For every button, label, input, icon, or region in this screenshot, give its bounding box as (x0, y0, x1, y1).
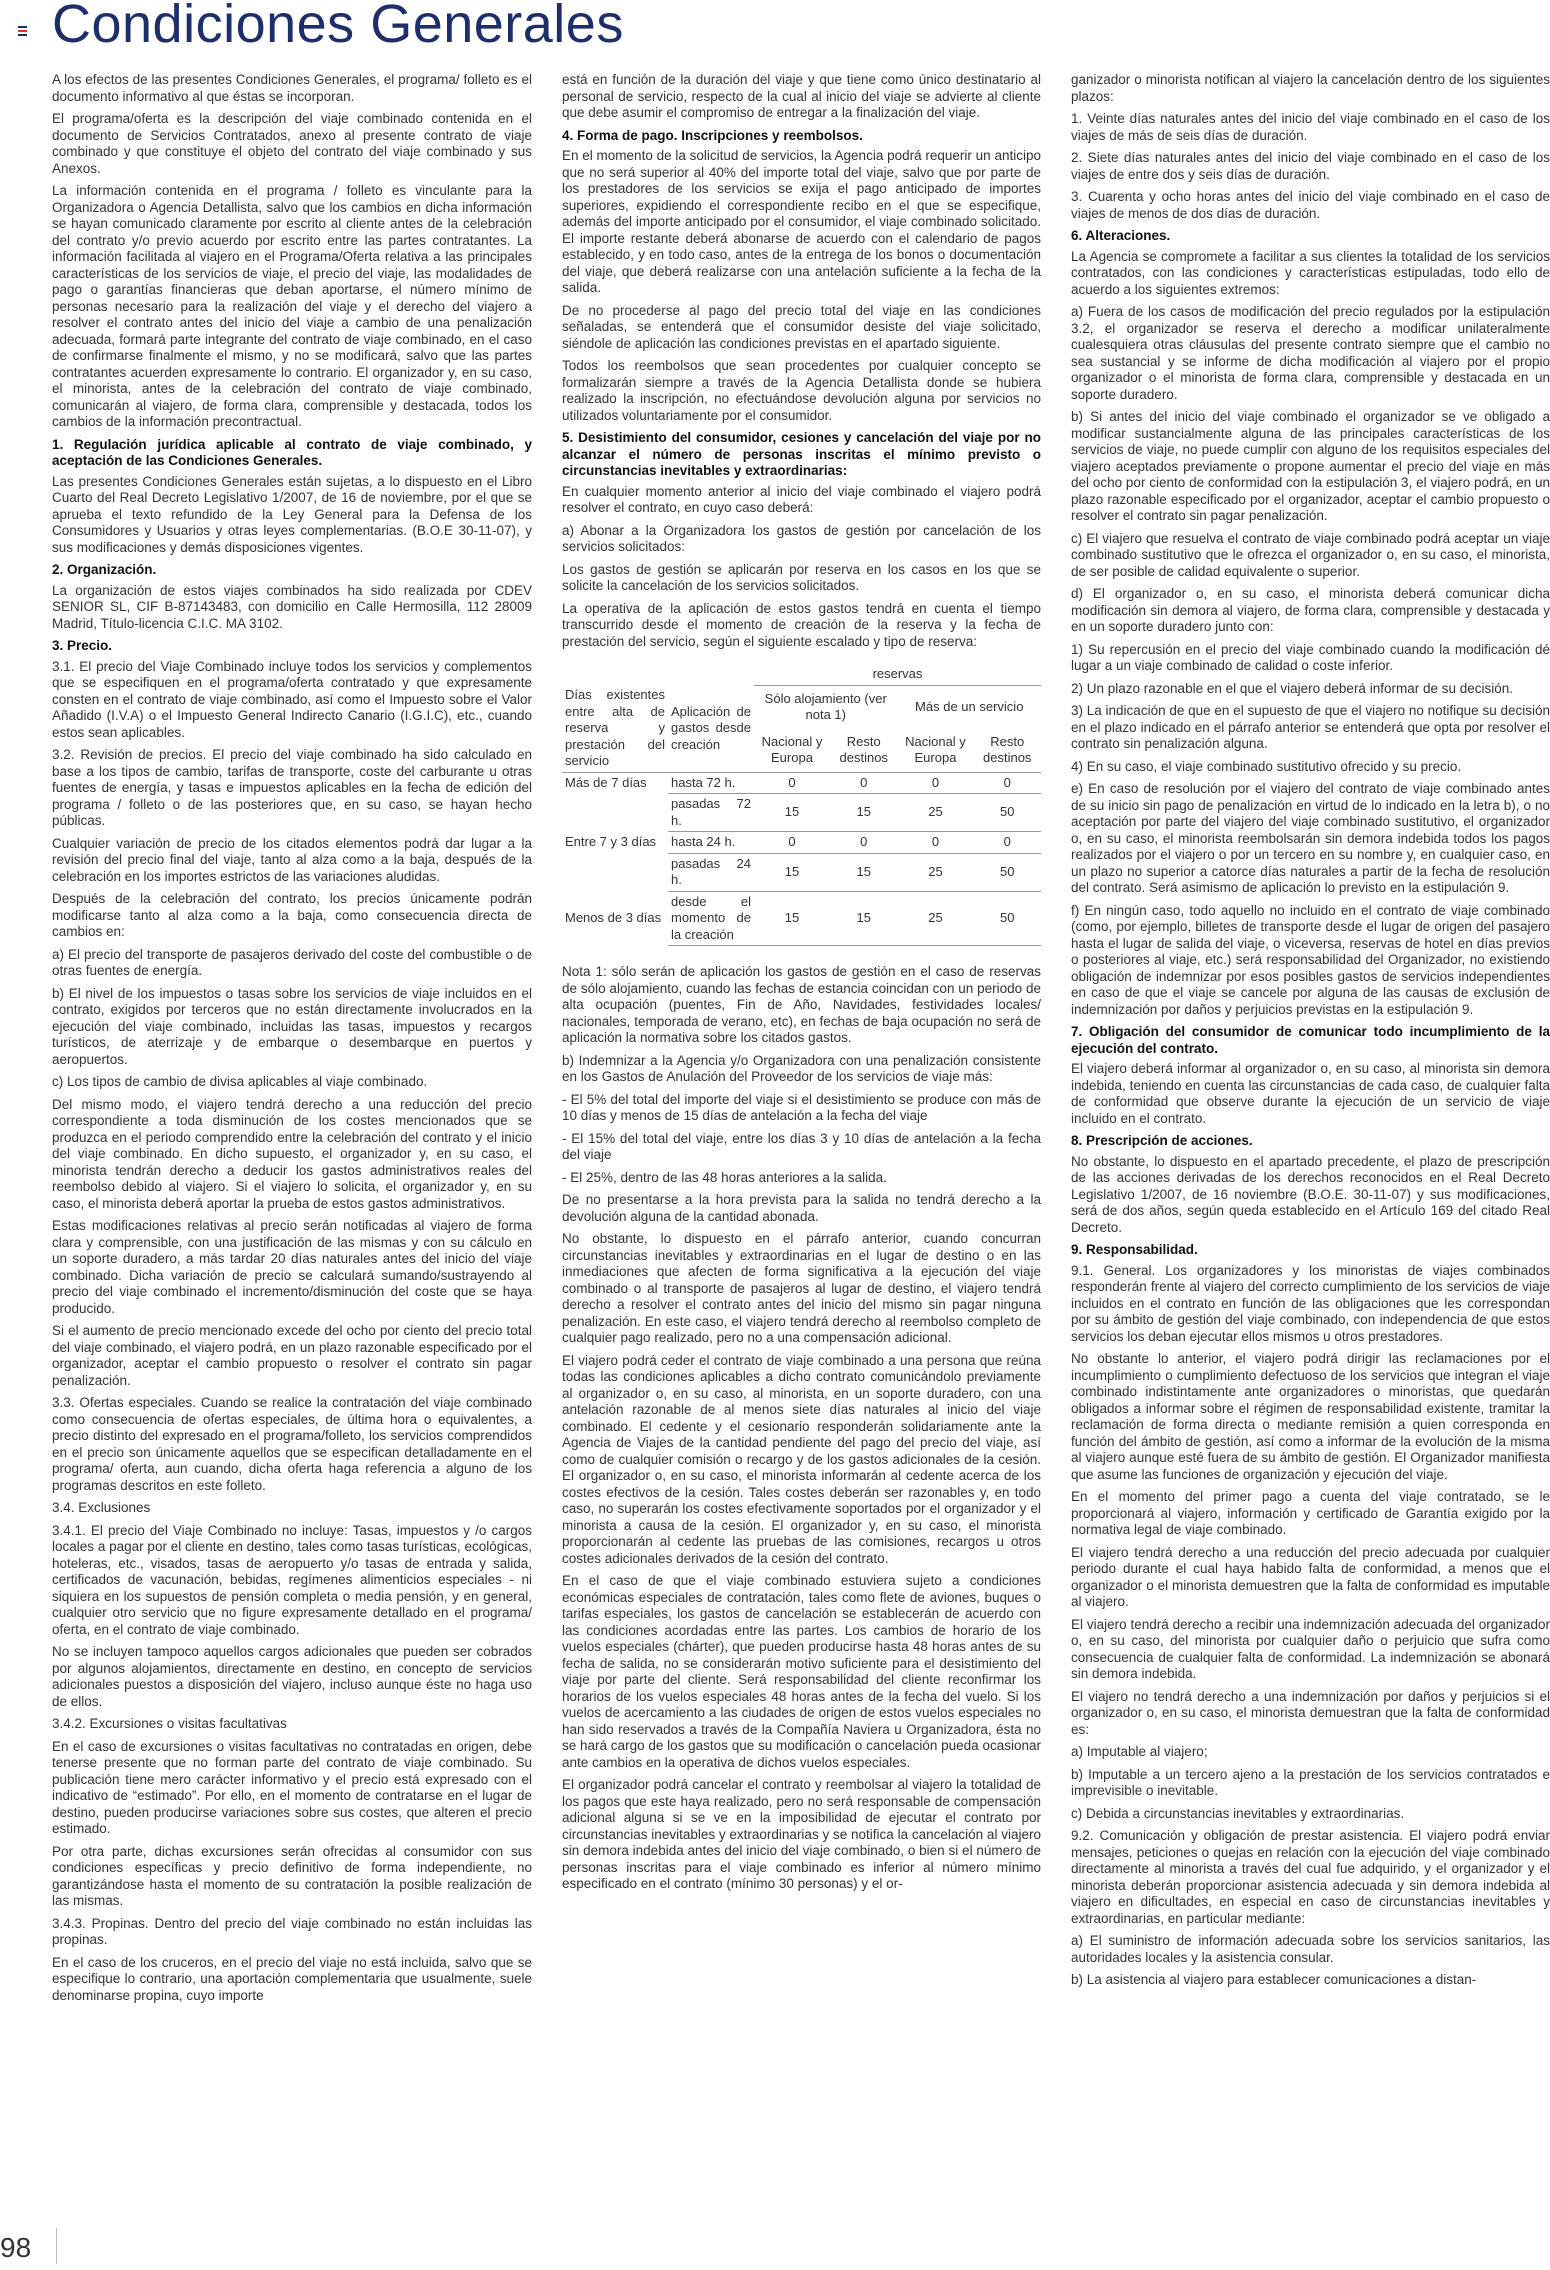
table-row (562, 853, 1041, 891)
paragraph: El viajero tendrá derecho a una reducción del precio adecuada por cualquier periodo durante el cual haya habido falta de conformidad, a menos que el organizador o el minorista demuestren que la falta de conformidad es imputable al viajero. (1071, 1544, 1550, 1609)
column-2-bottom (562, 964, 1041, 1893)
table-header-more-services: Más de un servicio (915, 698, 1024, 714)
paragraph: a) Abonar a la Organizadora los gastos de gestión por cancelación de los servicios solicitados: (562, 522, 1041, 554)
column-1 (52, 72, 532, 2010)
paragraph: De no procederse al pago del precio total del viaje en las condiciones señaladas, se entenderá que el consumidor desiste del viaje solicitado, siéndole de aplicación las condiciones previstas en el apartado siguiente. (562, 302, 1041, 351)
paragraph: 1) Su repercusión en el precio del viaje combinado cuando la modificación dé lugar a un viaje combinado de calidad o coste inferior. (1071, 641, 1550, 673)
table-cell-value: 15 (830, 853, 898, 891)
table-cell-group (562, 794, 668, 832)
paragraph: c) Los tipos de cambio de divisa aplicables al viaje combinado. (52, 1074, 428, 1089)
paragraph: b) El nivel de los impuestos o tasas sobre los servicios de viaje incluidos en el contrato, exigidos por terceros que no están directamente involucrados en la ejecución del viaje combinado, incluidas las tasas, impuestos y recargos turísticos, de aterrizaje y de embarque o desembarque en puertos y aeropuertos. (52, 985, 532, 1067)
table-cell-value: 0 (973, 832, 1041, 854)
paragraph: El programa/oferta es la descripción del viaje combinado contenida en el documento de Servicios Contratados, anexo al presente contrato de viaje combinado y que constituye el objeto del contrato del viaje combinado y sus Anexos. (52, 111, 532, 176)
paragraph: En el caso de los cruceros, en el precio del viaje no está incluida, salvo que se especifique lo contrario, una aportación complementaria que usualmente, suele denominarse propina, cuyo importe (52, 1954, 532, 2003)
table-row (562, 794, 1041, 832)
paragraph: a) Fuera de los casos de modificación del precio regulados por la estipulación 3.2, el organizador se reserva el derecho a modificar unilateralmente cualesquiera otras cláusulas del presente contrato siempre que el cambio no sea sustancial y se informe de dicha modificación al viajero por el propio organizador o el minorista de forma clara, comprensible y destacada en un soporte duradero. (1071, 304, 1550, 402)
paragraph: El organizador podrá cancelar el contrato y reembolsar al viajero la totalidad de los pagos que este haya realizado, pero no será responsable de compensación adicional alguna si se ve en la imposibilidad de ejecutar el contrato por circunstancias inevitables y extraordinarias y se notifica la cancelación al viajero sin demora indebida antes del inicio del viaje combinado, o bien si el número de personas inscritas para el viaje combinado es inferior al número mínimo especificado en el contrato (mínimo 30 personas) y el or- (562, 1777, 1041, 1891)
paragraph: - El 25%, dentro de las 48 horas anteriores a la salida. (562, 1169, 887, 1185)
table-cell-value: 50 (973, 794, 1041, 832)
table-row (562, 891, 1041, 946)
paragraph: d) El organizador o, en su caso, el minorista deberá comunicar dicha modificación sin demora al viajero, de forma clara, comprensible y destacada y en un soporte duradero junto con: (1071, 586, 1550, 634)
paragraph: Las presentes Condiciones Generales están sujetas, a lo dispuesto en el Libro Cuarto del Real Decreto Legislativo 1/2007, de 16 de noviembre, por el que se aprueba el texto refundido de la Ley General para la Defensa de los Consumidores y Usuarios y otras leyes complementarias. (B.O.E 30-11-07), y sus modificaciones y demás disposiciones vigentes. (52, 473, 532, 555)
table-cell-application: desde el momento de la creación (668, 891, 754, 946)
paragraph: ganizador o minorista notifican al viajero la cancelación dentro de los siguientes plazos: (1071, 72, 1550, 104)
table-cell-group: Entre 7 y 3 días (565, 834, 657, 849)
table-cell-value: 0 (754, 832, 830, 854)
section-heading: 6. Alteraciones. (1071, 228, 1171, 243)
paragraph: En el caso de excursiones o visitas facultativas no contratadas en origen, debe tenerse presente que no forman parte del contrato de viaje combinado. Su publicación tiene mero carácter informativo y el precio está expresado con el indicativo de “estimado”. Por ello, en el momento de contratarse en el lugar de destino, pueden producirse variaciones sobre sus costes, que alteren el precio estimado. (52, 1738, 532, 1836)
table-cell-value: 0 (973, 772, 1041, 794)
table-subheader: Nacional y Europa (754, 729, 830, 773)
table-cell-value: 0 (754, 772, 830, 794)
paragraph: 4) En su caso, el viaje combinado sustitutivo ofrecido y su precio. (1071, 758, 1462, 774)
table-cell-value: 0 (830, 772, 898, 794)
table-cell-value: 50 (973, 853, 1041, 891)
paragraph: 3) La indicación de que en el supuesto de que el viajero no notifique su decisión en el plazo indicado en el párrafo anterior se entenderá que opta por resolver el contrato sin penalización alguna. (1071, 703, 1550, 751)
page-title: Condiciones Generales (52, 0, 624, 54)
page-header (0, 0, 1550, 58)
table-header-application: Aplicación de gastos desde creación (671, 703, 751, 752)
paragraph: En cualquier momento anterior al inicio del viaje combinado el viajero podrá resolver el contrato, en cuyo caso deberá: (562, 483, 1041, 515)
paragraph: 3.4.3. Propinas. Dentro del precio del viaje combinado no están incluidas las propinas. (52, 1915, 532, 1947)
table-cell-group: Más de 7 días (565, 774, 647, 790)
paragraph: c) Debida a circunstancias inevitables y extraordinarias. (1071, 1805, 1405, 1821)
paragraph: 3.4.2. Excursiones o visitas facultativas (52, 1716, 287, 1731)
table-row (562, 832, 1041, 854)
table-cell-value: 15 (754, 794, 830, 832)
table-cell-value: 25 (897, 891, 973, 946)
paragraph: 3.4.1. El precio del Viaje Combinado no incluye: Tasas, impuestos y /o cargos locales a pagar por el cliente en destino, tales como tasas turísticas, ecológicas, hoteleras, etc., visados, tasas de aeropuerto y/o tasas de entrada y salida, certificados de vacunación, bebidas, regímenes alimenticios especiales - ni siquiera en los supuestos de pensión completa o media pensión, y en general, cualquier otro servicio que no figure expresamente detallado en el programa/ oferta, en el contrato de viaje combinado. (52, 1522, 532, 1637)
paragraph: La organización de estos viajes combinados ha sido realizada por CDEV SENIOR SL, CIF B-87143483, con domicilio en Calle Hermosilla, 112 28009 Madrid, Título-licencia C.I.C. MA 3102. (52, 582, 532, 631)
table-cell-application: hasta 72 h. (668, 772, 754, 794)
column-2-top (562, 72, 1041, 650)
paragraph: A los efectos de las presentes Condiciones Generales, el programa/ folleto es el documento informativo al que éstas se incorporan. (52, 72, 532, 104)
paragraph: Si el aumento de precio mencionado excede del ocho por ciento del precio total del viaje combinado, el viajero podrá, en un plazo razonable especificado por el organizador, aceptar el cambio propuesto o resolver el contrato sin pagar penalización. (52, 1323, 532, 1388)
table-subheader: Nacional y Europa (897, 729, 973, 773)
paragraph: No obstante lo anterior, el viajero podrá dirigir las reclamaciones por el incumplimiento o cumplimiento defectuoso de los servicios que integran el viaje combinado indistintamente ante organizadores o minoristas, que quedarán obligados a informar sobre el régimen de responsabilidad existente, tramitar la reclamación de forma directa o mediante remisión a quien corresponda en función del ámbito de gestión, así como a informar de la evolución de la misma al viajero aunque esté fuera de su ámbito de gestión. El Organizador manifiesta que asume las funciones de organización y ejecución del viaje. (1071, 1351, 1550, 1482)
paragraph: Cualquier variación de precio de los citados elementos podrá dar lugar a la revisión del precio final del viaje, tanto al alza como a la baja, después de la celebración en los importes estrictos de las variaciones aludidas. (52, 835, 532, 884)
paragraph: Todos los reembolsos que sean procedentes por cualquier concepto se formalizarán siempre a través de la Agencia Detallista donde se hubiera realizado la inscripción, no efectuándose devolución alguna por servicios no utilizados voluntariamente por el consumidor. (562, 358, 1041, 423)
paragraph: No obstante, lo dispuesto en el apartado precedente, el plazo de prescripción de las acciones derivadas de los derechos reconocidos en el Real Decreto Legislativo 1/2007, de 16 noviembre (B.O.E. 30-11-07) y sus modificaciones, será de dos años, según queda establecido en el Artículo 169 del citado Real Decreto. (1071, 1153, 1550, 1235)
paragraph: 3.3. Ofertas especiales. Cuando se realice la contratación del viaje combinado como consecuencia de ofertas especiales, de última hora o equivalentes, a precio distinto del expresado en el programa/folleto, los servicios comprendidos en el precio son únicamente aquellos que se especifican detalladamente en el programa/ oferta, aun cuando, dicha oferta haga referencia a alguno de los programas descritos en este folleto. (52, 1395, 532, 1493)
paragraph: b) Si antes del inicio del viaje combinado el organizador se ve obligado a modificar sustancialmente alguna de las principales características de los servicios de viaje, no puede cumplir con alguno de los requisitos especiales del viajero aceptados previamente o propone aumentar el precio del viaje en más del ocho por ciento de conformidad con la estipulación 3, el viajero podrá, en un plazo razonable especificado por el organizador, aceptar el cambio propuesto o resolver el contrato sin pagar penalización. (1071, 409, 1550, 523)
paragraph: a) Imputable al viajero; (1071, 1744, 1208, 1759)
paragraph: 3.4. Exclusiones (52, 1500, 151, 1515)
section-heading: 9. Responsabilidad. (1071, 1242, 1198, 1257)
paragraph: Estas modificaciones relativas al precio serán notificadas al viajero de forma clara y comprensible, con una justificación de las mismas y con su cálculo en un soporte duradero, a más tardar 20 días naturales antes del inicio del viaje combinado. Dicha variación de precio se calculará sumando/sustrayendo al precio del viaje combinado el incremento/disminución del coste que se haya producido. (52, 1218, 532, 1316)
paragraph: a) El suministro de información adecuada sobre los servicios sanitarios, las autoridades locales y la asistencia consular. (1071, 1933, 1550, 1965)
paragraph: En el caso de que el viaje combinado estuviera sujeto a condiciones económicas especiales de contratación, tales como flete de aviones, buques o tarifas especiales, los gastos de cancelación se establecerán de acuerdo con las condiciones acordadas entre las partes. Los cambios de horario de los vuelos especiales (chárter), que pueden producirse hasta 48 horas antes de su fecha de salida, no se considerarán motivo suficiente para el desistimiento del viaje por parte del cliente. Será responsabilidad del cliente reconfirmar los horarios de los vuelos especiales 48 horas antes de la fecha del vuelo. Si los vuelos de acercamiento a las ciudades de origen de estos vuelos especiales no han sido reservados a través de la Compañía Naviera u Organizadora, ésta no se hará cargo de los gastos que su modificación o cancelación pueda ocasionar ante cambios en la operativa de dichos vuelos especiales. (562, 1573, 1041, 1770)
paragraph: En el momento de la solicitud de servicios, la Agencia podrá requerir un anticipo que no será superior al 40% del importe total del viaje, salvo que por parte de los prestadores de los servicios se exija el pago anticipado de importes superiores, expidiendo el correspondiente recibo en el que se especifique, además del importe anticipado por el consumidor, el viaje combinado solicitado. El importe restante deberá abonarse de acuerdo con el calendario de pagos establecido, y en todo caso, antes de la entrega de los bonos o documentación del viaje, que deberá realizarse con una antelación suficiente a la fecha de la salida. (562, 148, 1041, 295)
cancellation-fees-table (562, 664, 1041, 946)
paragraph: La Agencia se compromete a facilitar a sus clientes la totalidad de los servicios contratados, con las condiciones y características estipuladas, todo ello de acuerdo a los siguientes extremos: (1071, 248, 1550, 297)
table-cell-value: 25 (897, 853, 973, 891)
paragraph: b) Imputable a un tercero ajeno a la prestación de los servicios contratados e imprevisible o inevitable. (1071, 1766, 1550, 1798)
paragraph: - El 15% del total del viaje, entre los días 3 y 10 días de antelación a la fecha del viaje (562, 1130, 1041, 1162)
paragraph: Por otra parte, dichas excursiones serán ofrecidas al consumidor con sus condiciones específicas y precio definitivo de forma independiente, no garantizándose hasta el momento de su contratación la posible realización de las mismas. (52, 1843, 532, 1908)
section-heading: 1. Regulación jurídica aplicable al contrato de viaje combinado, y aceptación de las Condiciones Generales. (52, 436, 532, 468)
paragraph: La información contenida en el programa / folleto es vinculante para la Organizadora o Agencia Detallista, salvo que los cambios en dicha información se hayan comunicado claramente por escrito al cliente antes de la celebración del contrato y/o previo acuerdo por escrito entre las partes contratantes. La información facilitada al viajero en el Programa/Oferta relativa a las principales características de los servicios de viaje, el precio del viaje, las modalidades de pago o garantías financieras que deban aportarse, el número mínimo de personas necesario para la realización del viaje y el derecho del viajero a resolver el contrato antes del inicio del viaje a cambio de una penalización adecuada, formará parte integrante del contrato de viaje combinado, en el caso de confirmarse finalmente el mismo, y no se modificará, salvo que las partes contratantes acuerden expresamente lo contrario. El organizador y, en su caso, el minorista, antes de la celebración del contrato de viaje combinado, comunicarán al viajero, de forma clara, comprensible y destacada, todos los cambios de la información precontractual. (52, 183, 532, 429)
paragraph: La operativa de la aplicación de estos gastos tendrá en cuenta el tiempo transcurrido desde el momento de creación de la reserva y la fecha de prestación del servicio, según el siguiente escalado y tipo de reserva: (562, 600, 1041, 649)
table-cell-value: 15 (830, 891, 898, 946)
table-cell-value: 15 (754, 891, 830, 946)
paragraph: b) La asistencia al viajero para establecer comunicaciones a distan- (1071, 1972, 1477, 1987)
page-number: 98 (0, 2232, 32, 2263)
paragraph: Nota 1: sólo serán de aplicación los gastos de gestión en el caso de reservas de sólo alojamiento, cuando las fechas de estancia coincidan con un periodo de alta ocupación (puentes, Fin de Año, Navidades, festividades locales/ nacionales, temporada de verano, etc), en fechas de baja ocupación no será de aplicación la normativa sobre los citados gastos. (562, 964, 1041, 1045)
table-reservas-label: reservas (754, 664, 1041, 685)
paragraph: De no presentarse a la hora prevista para la salida no tendrá derecho a la devolución alguna de la cantidad abonada. (562, 1192, 1041, 1224)
paragraph: 9.2. Comunicación y obligación de prestar asistencia. El viajero podrá enviar mensajes, peticiones o quejas en relación con la ejecución del viaje combinado directamente al minorista a través del cual fue adquirido, y el organizador y el minorista deberán proporcionar asistencia adecuada y sin demora indebida al viajero en dificultades, en especial en caso de circunstancias inevitables y extraordinarias, en particular mediante: (1071, 1828, 1550, 1926)
table-cell-value: 0 (897, 832, 973, 854)
table-cell-value: 15 (754, 853, 830, 891)
paragraph: No se incluyen tampoco aquellos cargos adicionales que pueden ser cobrados por algunos alojamientos, directamente en destino, en concepto de servicios adicionales puestos a disposición del viajero, incluso aunque éste no haga uso de ellos. (52, 1644, 532, 1709)
section-heading: 3. Precio. (52, 638, 113, 653)
table-header-days: Días existentes entre alta de reserva y prestación del servicio (565, 687, 665, 768)
table-row (562, 772, 1041, 794)
paragraph: No obstante, lo dispuesto en el párrafo anterior, cuando concurran circunstancias inevitables y extraordinarias en el lugar de destino o en las inmediaciones que afecten de forma significativa a la ejecución del viaje combinado o al transporte de pasajeros al lugar de destino, el viajero tendrá derecho a resolver el contrato antes del inicio del mismo sin pagar ninguna penalización. En este caso, el viajero tendrá derecho al reembolso completo de cualquier pago realizado, pero no a una compensación adicional. (562, 1231, 1041, 1345)
table-cell-value: 25 (897, 794, 973, 832)
column-2 (562, 72, 1041, 1899)
paragraph: 2) Un plazo razonable en el que el viajero deberá informar de su decisión. (1071, 680, 1514, 696)
table-subheader: Resto destinos (830, 729, 898, 773)
paragraph: El viajero podrá ceder el contrato de viaje combinado a una persona que reúna todas las condiciones aplicables a dicho contrato comunicándolo previamente al organizador o, en su caso, al minorista, en un soporte duradero, con una antelación razonable de al menos siete días naturales al inicio del viaje combinado. El cedente y el cesionario responderán solidariamente ante la Agencia de Viajes de la cantidad pendiente del pago del precio del viaje, así como de cualquier comisión o recargo y de los gastos adicionales de la cesión. El organizador o, en su caso, el minorista informarán al cedente acerca de los costes efectivos de la cesión. Tales costes deberán ser razonables y, en todo caso, no superarán los costes efectivamente soportados por el organizador y el minorista a causa de la cesión. El organizador y, en su caso, el minorista proporcionarán al cedente las pruebas de las comisiones, recargos u otros costes adicionales derivados de la cesión del contrato. (562, 1352, 1041, 1566)
brand-mark-icon (18, 26, 27, 35)
paragraph: El viajero tendrá derecho a recibir una indemnización adecuada del organizador o, en su caso, del minorista por cualquier daño o perjuicio que sufra como consecuencia de cualquier falta de conformidad. La indemnización se abonará sin demora indebida. (1071, 1616, 1550, 1681)
paragraph: Los gastos de gestión se aplicarán por reserva en los casos en los que se solicite la cancelación de los servicios solicitados. (562, 561, 1041, 593)
table-cell-value: 0 (897, 772, 973, 794)
section-heading: 5. Desistimiento del consumidor, cesiones y cancelación del viaje por no alcanzar el número de personas inscritas el mínimo previsto o circunstancias inevitables y extraordinarias: (562, 430, 1041, 478)
paragraph: está en función de la duración del viaje y que tiene como único destinatario al personal de servicio, respecto de la cual al inicio del viaje se advierte al cliente que debe asumir el compromiso de entregar a la finalización del viaje. (562, 72, 1041, 120)
paragraph: 9.1. General. Los organizadores y los minoristas de viajes combinados responderán frente al viajero del correcto cumplimiento de los servicios de viaje incluidos en el contrato en función de las obligaciones que les correspondan por su ámbito de gestión del viaje combinado, con independencia de que estos servicios los deban ejecutar ellos mismos u otros prestadores. (1071, 1262, 1550, 1344)
paragraph: En el momento del primer pago a cuenta del viaje contratado, se le proporcionará al viajero, información y certificado de Garantía exigido por la normativa legal de viaje combinado. (1071, 1489, 1550, 1537)
table-header-only-lodging: Sólo alojamiento (ver nota 1) (764, 690, 887, 722)
table-cell-application: pasadas 24 h. (668, 853, 754, 891)
paragraph: El viajero no tendrá derecho a una indemnización por daños y perjuicios si el organizador o, en su caso, el minorista demuestran que la falta de conformidad es: (1071, 1688, 1550, 1737)
paragraph: Del mismo modo, el viajero tendrá derecho a una reducción del precio correspondiente a toda disminución de los costes mencionados que se produzca en el periodo comprendido entre la celebración del contrato y el inicio del viaje combinado. En dicho supuesto, el organizador y, en su caso, el minorista tendrán derecho a deducir los gastos administrativos reales del reembolso debido al viajero. Si el viajero lo solicita, el organizador y, en su caso, el minorista deberá aportar la prueba de estos gastos administrativos. (52, 1096, 532, 1211)
column-3 (1071, 72, 1550, 1995)
page-number-divider (56, 2228, 57, 2264)
paragraph: 1. Veinte días naturales antes del inicio del viaje combinado en el caso de los viajes de más de seis días de duración. (1071, 111, 1550, 143)
paragraph: 3.1. El precio del Viaje Combinado incluye todos los servicios y complementos que se especifiquen en el programa/oferta contratado y que expresamente consten en el contrato de viaje combinado, así como el Impuesto sobre el Valor Añadido (I.V.A) o el Impuesto General Indirecto Canario (I.G.I.C), etc., cuando estos sean aplicables. (52, 658, 532, 740)
table-cell-value: 50 (973, 891, 1041, 946)
paragraph: El viajero deberá informar al organizador o, en su caso, al minorista sin demora indebida, teniendo en cuenta las circunstancias de cada caso, de cualquier falta de conformidad que observe durante la ejecución de un servicio de viaje incluido en el contrato. (1071, 1061, 1550, 1126)
table-cell-value: 15 (830, 794, 898, 832)
paragraph: Después de la celebración del contrato, los precios únicamente podrán modificarse tanto al alza como a la baja, como consecuencia directa de cambios en: (52, 891, 532, 939)
paragraph: e) En caso de resolución por el viajero del contrato de viaje combinado antes de su inicio sin pago de penalización en virtud de lo indicado en la letra b), o no aceptación por parte del viajero del viaje combinado sustitutivo, el organizador o, en su caso, el minorista reembolsarán sin demora indebida todos los pagos realizados por el viajero o por un tercero en su nombre y, en cualquier caso, en un plazo no superior a catorce días naturales a partir de la fecha de resolución del contrato. Será asimismo de aplicación lo previsto en la estipulación 9. (1071, 781, 1550, 895)
paragraph: b) Indemnizar a la Agencia y/o Organizadora con una penalización consistente en los Gastos de Anulación del Proveedor de los servicios de viaje más: (562, 1052, 1041, 1084)
section-heading: 2. Organización. (52, 562, 157, 577)
section-heading: 7. Obligación del consumidor de comunicar todo incumplimiento de la ejecución del contrato. (1071, 1024, 1550, 1056)
table-cell-application: hasta 24 h. (668, 832, 754, 854)
paragraph: 2. Siete días naturales antes del inicio del viaje combinado en el caso de los viajes de entre dos y seis días de duración. (1071, 150, 1550, 182)
table-cell-group: Menos de 3 días (565, 910, 662, 925)
paragraph: 3.2. Revisión de precios. El precio del viaje combinado ha sido calculado en base a los tipos de cambio, tarifas de transporte, coste del carburante u otras fuentes de energía, y tasas e impuestos aplicables en la fecha de edición del programa / folleto o de las posteriores que, en su caso, se hayan hecho públicas. (52, 747, 532, 828)
table-cell-group (562, 853, 668, 891)
table-subheader: Resto destinos (973, 729, 1041, 773)
paragraph: - El 5% del total del importe del viaje si el desistimiento se produce con más de 10 días y menos de 15 días de antelación a la fecha del viaje (562, 1091, 1041, 1123)
paragraph: 3. Cuarenta y ocho horas antes del inicio del viaje combinado en el caso de viajes de menos de dos días de duración. (1071, 189, 1550, 221)
paragraph: c) El viajero que resuelva el contrato de viaje combinado podrá aceptar un viaje combinado sustitutivo que le ofrezca el organizador o, en su caso, el minorista, de ser posible de calidad equivalente o superior. (1071, 530, 1550, 579)
table-cell-value: 0 (830, 832, 898, 854)
section-heading: 8. Prescripción de acciones. (1071, 1133, 1253, 1148)
table-cell-application: pasadas 72 h. (668, 794, 754, 832)
section-heading: 4. Forma de pago. Inscripciones y reembolsos. (562, 127, 863, 143)
paragraph: f) En ningún caso, todo aquello no incluido en el contrato de viaje combinado (como, por ejemplo, billetes de transporte desde el lugar de origen del pasajero hasta el lugar de salida del viaje, o viceversa, reservas de hotel en días previos o posteriores al viaje, etc.) será responsabilidad del Organizador, no existiendo obligación de indemnizar por esos posibles gastos de servicios independientes en caso de que el viaje se cancele por alguna de las causas de exclusión de indemnización por daños y perjuicios previstas en la estipulación 9. (1071, 902, 1550, 1017)
paragraph: a) El precio del transporte de pasajeros derivado del coste del combustible o de otras fuentes de energía. (52, 946, 532, 978)
